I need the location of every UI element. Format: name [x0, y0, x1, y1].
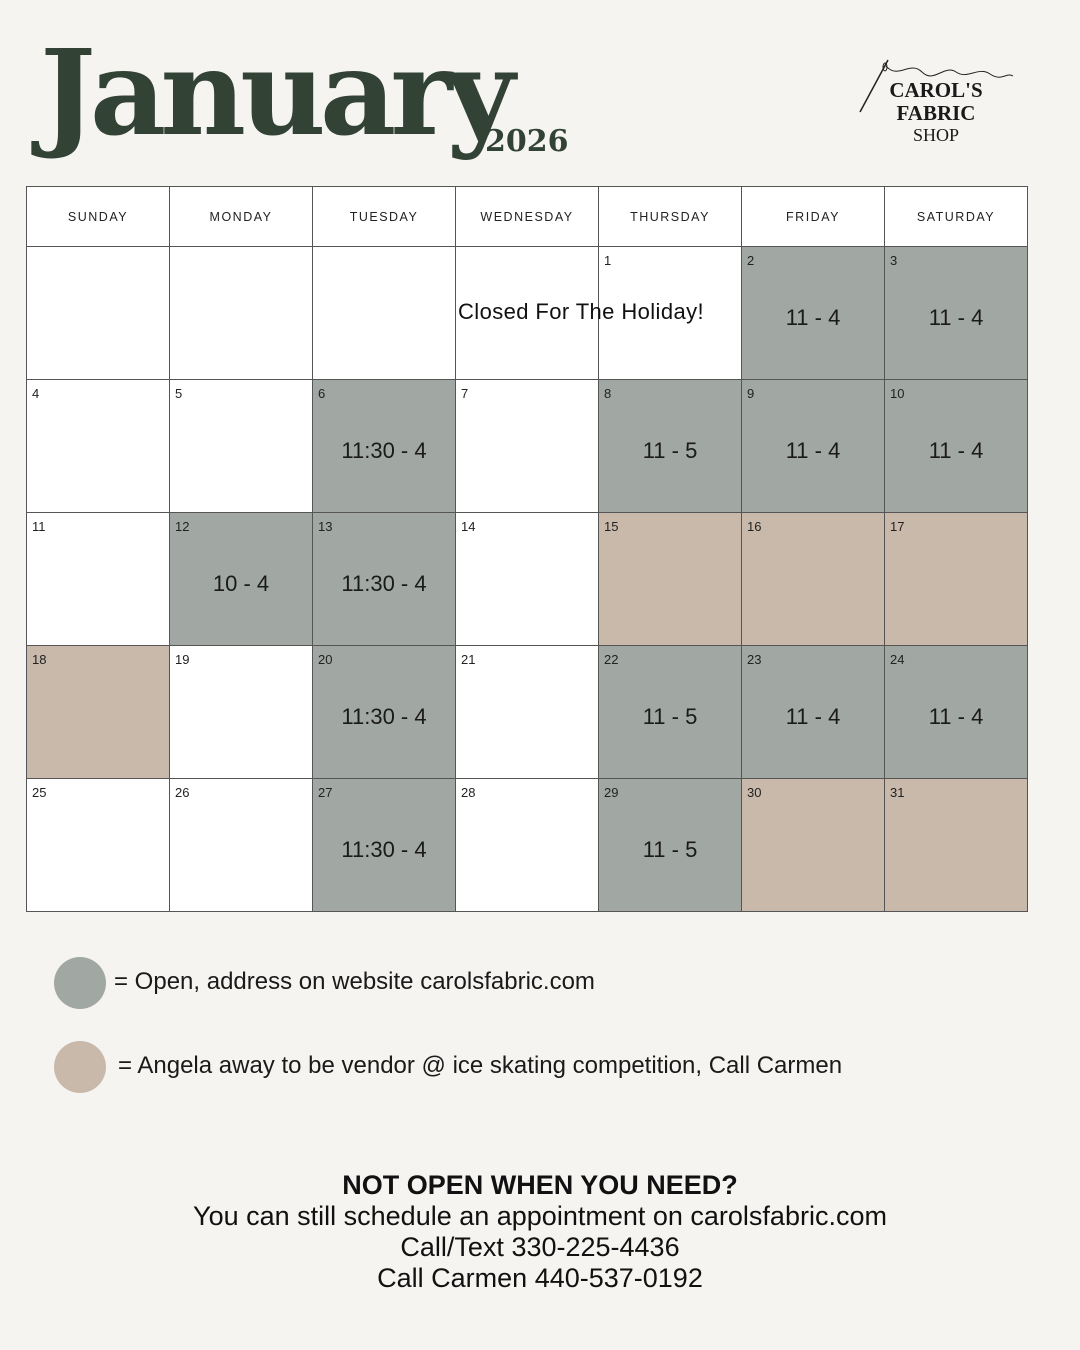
footer-phone-line: Call/Text 330-225-4436 — [400, 1232, 680, 1262]
day-cell — [27, 646, 170, 779]
open-hours: 11 - 4 — [928, 305, 984, 330]
day-cell — [742, 513, 885, 646]
day-cell — [27, 779, 170, 912]
day-cell — [742, 779, 885, 912]
day-number: 16 — [747, 519, 762, 534]
day-cell — [599, 646, 742, 779]
day-cell — [170, 247, 313, 380]
day-cell — [599, 380, 742, 513]
day-cell — [456, 380, 599, 513]
open-hours: 11:30 - 4 — [341, 704, 427, 729]
open-hours: 11 - 4 — [785, 305, 841, 330]
day-cell — [313, 380, 456, 513]
holiday-closed-note: Closed For The Holiday! — [458, 299, 705, 324]
weekday-header-row — [27, 187, 1028, 247]
day-number: 28 — [461, 785, 476, 800]
day-cell — [599, 513, 742, 646]
week-row — [27, 513, 1028, 646]
day-number: 9 — [747, 386, 755, 401]
open-hours: 11 - 4 — [785, 438, 841, 463]
day-number: 14 — [461, 519, 476, 534]
day-number: 3 — [890, 253, 898, 268]
open-color-swatch — [54, 957, 106, 1009]
day-cell — [170, 513, 313, 646]
day-number: 1 — [604, 253, 612, 268]
weekday-header: TUESDAY — [313, 187, 456, 247]
weekday-header: THURSDAY — [599, 187, 742, 247]
shop-logo — [858, 58, 1018, 148]
open-hours: 11:30 - 4 — [341, 438, 427, 463]
logo-line-2: FABRIC — [896, 101, 976, 125]
open-hours: 11 - 5 — [642, 438, 698, 463]
weekday-header: FRIDAY — [742, 187, 885, 247]
day-cell — [742, 646, 885, 779]
day-number: 27 — [318, 785, 333, 800]
day-number: 26 — [175, 785, 190, 800]
footer-heading: NOT OPEN WHEN YOU NEED? — [342, 1170, 738, 1200]
day-number: 8 — [604, 386, 612, 401]
open-hours: 11 - 4 — [785, 704, 841, 729]
open-hours: 11:30 - 4 — [341, 837, 427, 862]
day-cell — [170, 380, 313, 513]
open-hours: 11 - 5 — [642, 704, 698, 729]
day-number: 11 — [32, 519, 46, 534]
week-row — [27, 380, 1028, 513]
day-cell — [456, 646, 599, 779]
day-cell — [313, 646, 456, 779]
logo-line-3: SHOP — [912, 125, 960, 145]
day-number: 4 — [32, 386, 40, 401]
day-number: 20 — [318, 652, 333, 667]
weekday-header: MONDAY — [170, 187, 313, 247]
day-number: 23 — [747, 652, 762, 667]
day-cell — [742, 380, 885, 513]
day-cell — [885, 247, 1028, 380]
logo-line-1: CAROL'S — [889, 78, 983, 102]
day-number: 12 — [175, 519, 190, 534]
day-cell — [885, 380, 1028, 513]
day-number: 5 — [175, 386, 183, 401]
day-cell — [742, 247, 885, 380]
day-cell — [885, 513, 1028, 646]
day-number: 18 — [32, 652, 47, 667]
day-number: 30 — [747, 785, 762, 800]
footer-appointment-line: You can still schedule an appointment on carolsfabric.com — [193, 1201, 887, 1231]
day-cell — [27, 513, 170, 646]
footer-carmen-line: Call Carmen 440-537-0192 — [377, 1263, 703, 1293]
week-row — [27, 779, 1028, 912]
weekday-header: SUNDAY — [27, 187, 170, 247]
day-number: 24 — [890, 652, 905, 667]
day-cell — [313, 779, 456, 912]
day-cell — [170, 779, 313, 912]
day-number: 7 — [461, 386, 469, 401]
day-cell — [27, 247, 170, 380]
footer — [0, 1170, 1080, 1294]
day-cell — [456, 779, 599, 912]
day-number: 10 — [890, 386, 905, 401]
day-cell — [313, 247, 456, 380]
day-number: 15 — [604, 519, 619, 534]
day-number: 17 — [890, 519, 905, 534]
weekday-header: WEDNESDAY — [456, 187, 599, 247]
legend-away-text: = Angela away to be vendor @ ice skating competition, Call Carmen — [118, 1052, 843, 1079]
open-hours: 11 - 5 — [642, 837, 698, 862]
month-title: January — [40, 23, 510, 162]
open-hours: 11 - 4 — [928, 438, 984, 463]
weekday-header: SATURDAY — [885, 187, 1028, 247]
day-cell — [885, 779, 1028, 912]
day-cell — [170, 646, 313, 779]
away-color-swatch — [54, 1041, 106, 1093]
day-cell — [599, 779, 742, 912]
day-number: 22 — [604, 652, 619, 667]
day-number: 31 — [890, 785, 905, 800]
open-hours: 11:30 - 4 — [341, 571, 427, 596]
day-number: 19 — [175, 652, 190, 667]
day-number: 29 — [604, 785, 619, 800]
day-cell — [27, 380, 170, 513]
day-number: 21 — [461, 652, 476, 667]
day-cell — [885, 646, 1028, 779]
day-cell — [313, 513, 456, 646]
day-number: 2 — [747, 253, 755, 268]
open-hours: 10 - 4 — [212, 571, 270, 596]
week-row — [27, 646, 1028, 779]
calendar-grid — [26, 186, 1028, 912]
open-hours: 11 - 4 — [928, 704, 984, 729]
day-number: 6 — [318, 386, 326, 401]
legend-open-text: = Open, address on website carolsfabric.com — [114, 968, 595, 995]
day-number: 13 — [318, 519, 333, 534]
day-number: 25 — [32, 785, 47, 800]
day-cell — [456, 513, 599, 646]
year-label: 2026 — [485, 124, 569, 159]
